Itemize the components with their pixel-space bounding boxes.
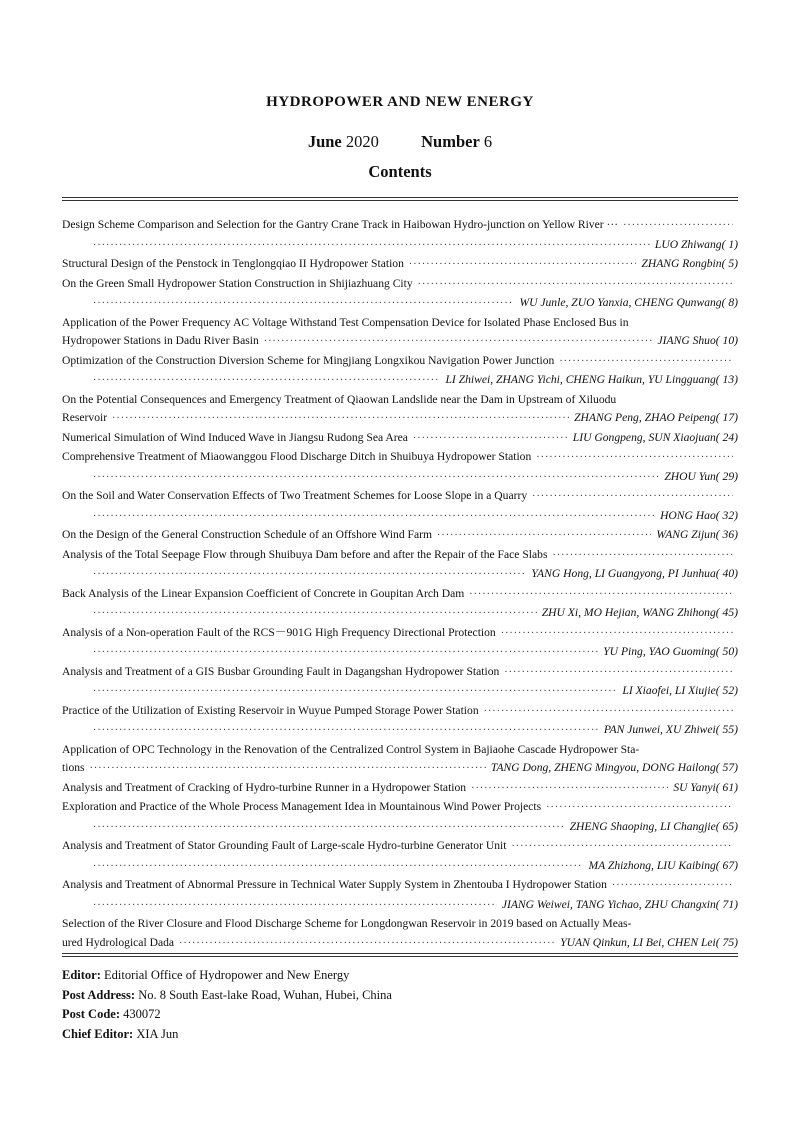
toc-entry [62,448,738,487]
entry-title: Numerical Simulation of Wind Induced Wave in Jiangsu Rudong Sea Area [62,430,408,444]
entry-title: Analysis and Treatment of Stator Grounding Fault of Large-scale Hydro-turbine Generator Unit [62,839,507,852]
toc-entry [62,314,738,352]
dot-leader [93,897,497,916]
dot-leader [93,605,537,624]
entry-title: Application of OPC Technology in the Renovation of the Centralized Control System in Bajiaohe Cascade Hydropower Sta- [62,742,640,756]
entry-authors: YANG Hong, LI Guangyong, PI Junhua( 40) [531,567,738,580]
entry-title: Application of the Power Frequency AC Voltage Withstand Test Compensation Device for Isolated Phase Enclosed Bus in [62,315,629,329]
issue-month: June [307,132,342,151]
address-label: Post Address [62,987,131,1002]
entry-title-continued: Reservoir [62,411,108,424]
toc-entry [62,624,738,663]
entry-authors: LI Xiaofei, LI Xiujie( 52) [622,684,738,697]
entry-authors: LUO Zhiwang( 1) [654,237,738,251]
toc-entry [62,915,738,953]
toc-entry [62,352,738,391]
dot-leader [93,566,526,585]
entry-authors: ZHU Xi, MO Hejian, WANG Zhihong( 45) [541,606,738,619]
entry-authors: TANG Dong, ZHENG Mingyou, DONG Hailong( 57) [490,761,738,774]
entry-authors: LIU Gongpeng, SUN Xiaojuan( 24) [572,430,738,444]
top-rule-inner [62,200,738,201]
entry-authors: PAN Junwei, XU Zhiwei( 55) [603,723,738,736]
editor-label: Editor [62,968,97,982]
entry-title: Exploration and Practice of the Whole Process Management Idea in Mountainous Wind Power Projects [62,800,542,813]
issue-number: 6 [483,132,493,151]
entry-title: Comprehensive Treatment of Miaowanggou Flood Discharge Ditch in Shuibuya Hydropower Station [62,450,532,463]
entry-authors: LI Zhiwei, ZHANG Yichi, CHENG Haikun, YU Lingguang( 13) [445,373,738,386]
entry-title: On the Green Small Hydropower Station Construction in Shijiazhuang City [62,276,413,290]
entry-authors: SU Yanyi( 61) [673,780,738,794]
bottom-rule-inner [62,956,738,957]
chief-editor-label: Chief Editor [62,1026,130,1041]
toc-entry [62,779,738,799]
entry-authors: WU Junle, ZUO Yanxia, CHENG Qunwang( 8) [519,296,738,309]
entry-title: Analysis and Treatment of a GIS Busbar Grounding Fault in Dagangshan Hydropower Station [62,664,500,678]
entry-authors: YUAN Qinkun, LI Bei, CHEN Lei( 75) [560,935,738,949]
dot-leader [93,237,650,256]
dot-leader [90,760,486,779]
toc-entry [62,702,738,741]
toc-entry [62,798,738,837]
dot-leader [559,353,733,372]
chief-editor-line: Chief Editor: XIA Jun [62,1026,179,1041]
top-rule [62,197,738,198]
dot-leader [552,547,733,566]
dot-leader [418,276,733,295]
toc-entry [62,546,738,585]
toc-entry [62,255,738,275]
toc-entry [62,741,738,779]
journal-title: HYDROPOWER AND NEW ENERGY [266,94,534,110]
dot-leader [264,333,653,352]
dot-leader [612,877,733,896]
dot-leader [484,703,733,722]
dot-leader [504,664,733,683]
entry-title: Analysis and Treatment of Abnormal Pressure in Technical Water Supply System in Zhentouba I Hydropower Station [62,878,607,891]
dot-leader [469,586,733,605]
issue-number-label: Number [421,132,480,151]
toc-entry [62,275,738,314]
entry-authors: ZHANG Rongbin( 5) [641,257,738,270]
entry-title: Back Analysis of the Linear Expansion Coefficient of Concrete in Goupitan Arch Dam [62,586,465,600]
dot-leader [93,469,659,488]
editor-value: Editorial Office of Hydropower and New Energy [104,968,350,982]
table-of-contents [62,216,738,953]
dot-leader [532,488,733,507]
toc-entry [62,487,738,526]
entry-title-continued: ured Hydrological Dada [62,935,175,949]
entry-title: On the Potential Consequences and Emergency Treatment of Qiaowan Landslide near the Dam in Upstream of Xiluodu [62,392,617,406]
entry-authors: YU Ping, YAO Guoming( 50) [603,645,738,658]
dot-leader [112,410,569,429]
dot-leader [471,780,668,799]
entry-authors: MA Zhizhong, LIU Kaibing( 67) [588,858,738,872]
dot-leader [93,819,565,838]
toc-entry [62,876,738,915]
entry-authors: HONG Hao( 32) [660,508,738,522]
entry-title: On the Design of the General Construction Schedule of an Offshore Wind Farm [62,528,433,541]
issue-year: 2020 [345,132,379,151]
masthead [62,966,738,1044]
dot-leader [93,644,598,663]
postcode-line: Post Code: 430072 [62,1007,161,1021]
entry-authors: WANG Zijun( 36) [656,528,738,541]
dot-leader [93,858,583,877]
dot-leader [93,372,440,391]
entry-authors: ZHANG Peng, ZHAO Peipeng( 17) [574,411,738,424]
dot-leader [546,799,733,818]
entry-authors: ZHENG Shaoping, LI Changjie( 65) [569,819,738,833]
bottom-rule [62,953,738,954]
toc-entry [62,585,738,624]
dot-leader [409,256,636,275]
toc-entry [62,663,738,702]
address-value: No. 8 South East-lake Road, Wuhan, Hubei, China [138,987,392,1002]
entry-title: Analysis of a Non-operation Fault of the RCS－901G High Frequency Directional Protection [62,625,496,639]
entry-title-continued: Hydropower Stations in Dadu River Basin [62,334,259,347]
dot-leader [536,449,733,468]
toc-entry [62,391,738,429]
dot-leader [93,295,514,314]
dot-leader [511,838,733,857]
dot-leader [93,508,655,527]
dot-leader [93,722,599,741]
chief-editor-value: XIA Jun [136,1026,179,1041]
entry-authors: JIANG Weiwei, TANG Yichao, ZHU Changxin( 71) [501,897,738,911]
entry-authors: ZHOU Yun( 29) [664,469,738,483]
toc-entry [62,429,738,449]
address-line: Post Address: No. 8 South East-lake Road, Wuhan, Hubei, China [62,987,392,1002]
issue-line [0,132,800,152]
entry-title: Optimization of the Construction Diversion Scheme for Mingjiang Longxikou Navigation Power Junction [62,353,555,367]
postcode-label: Post Code [62,1007,116,1021]
dot-leader [437,527,651,546]
entry-title: Analysis of the Total Seepage Flow through Shuibuya Dam before and after the Repair of the Face Slabs [62,547,548,561]
postcode-value: 430072 [123,1007,161,1021]
dot-leader [501,625,733,644]
entry-title-continued: tions [62,761,85,774]
entry-title: Selection of the River Closure and Flood Discharge Scheme for Longdongwan Reservoir in 2019 based on Actually Meas- [62,917,632,930]
entry-title: Practice of the Utilization of Existing Reservoir in Wuyue Pumped Storage Power Station [62,703,479,717]
entry-authors: JIANG Shuo( 10) [657,334,738,347]
contents-heading: Contents [368,162,432,181]
toc-entry [62,216,738,255]
toc-entry [62,526,738,546]
dot-leader [413,430,568,449]
entry-title: On the Soil and Water Conservation Effects of Two Treatment Schemes for Loose Slope in a Quarry [62,489,528,502]
editor-line: Editor: Editorial Office of Hydropower and New Energy [62,968,350,982]
toc-entry [62,837,738,876]
entry-title: Analysis and Treatment of Cracking of Hydro-turbine Runner in a Hydropower Station [62,780,467,794]
dot-leader [179,935,555,954]
entry-title: Design Scheme Comparison and Selection for the Gantry Crane Track in Haibowan Hydro-junction on Yellow River ··· [62,218,619,231]
dot-leader [93,683,617,702]
entry-title: Structural Design of the Penstock in Tenglongqiao II Hydropower Station [62,257,404,270]
dot-leader [623,217,733,236]
